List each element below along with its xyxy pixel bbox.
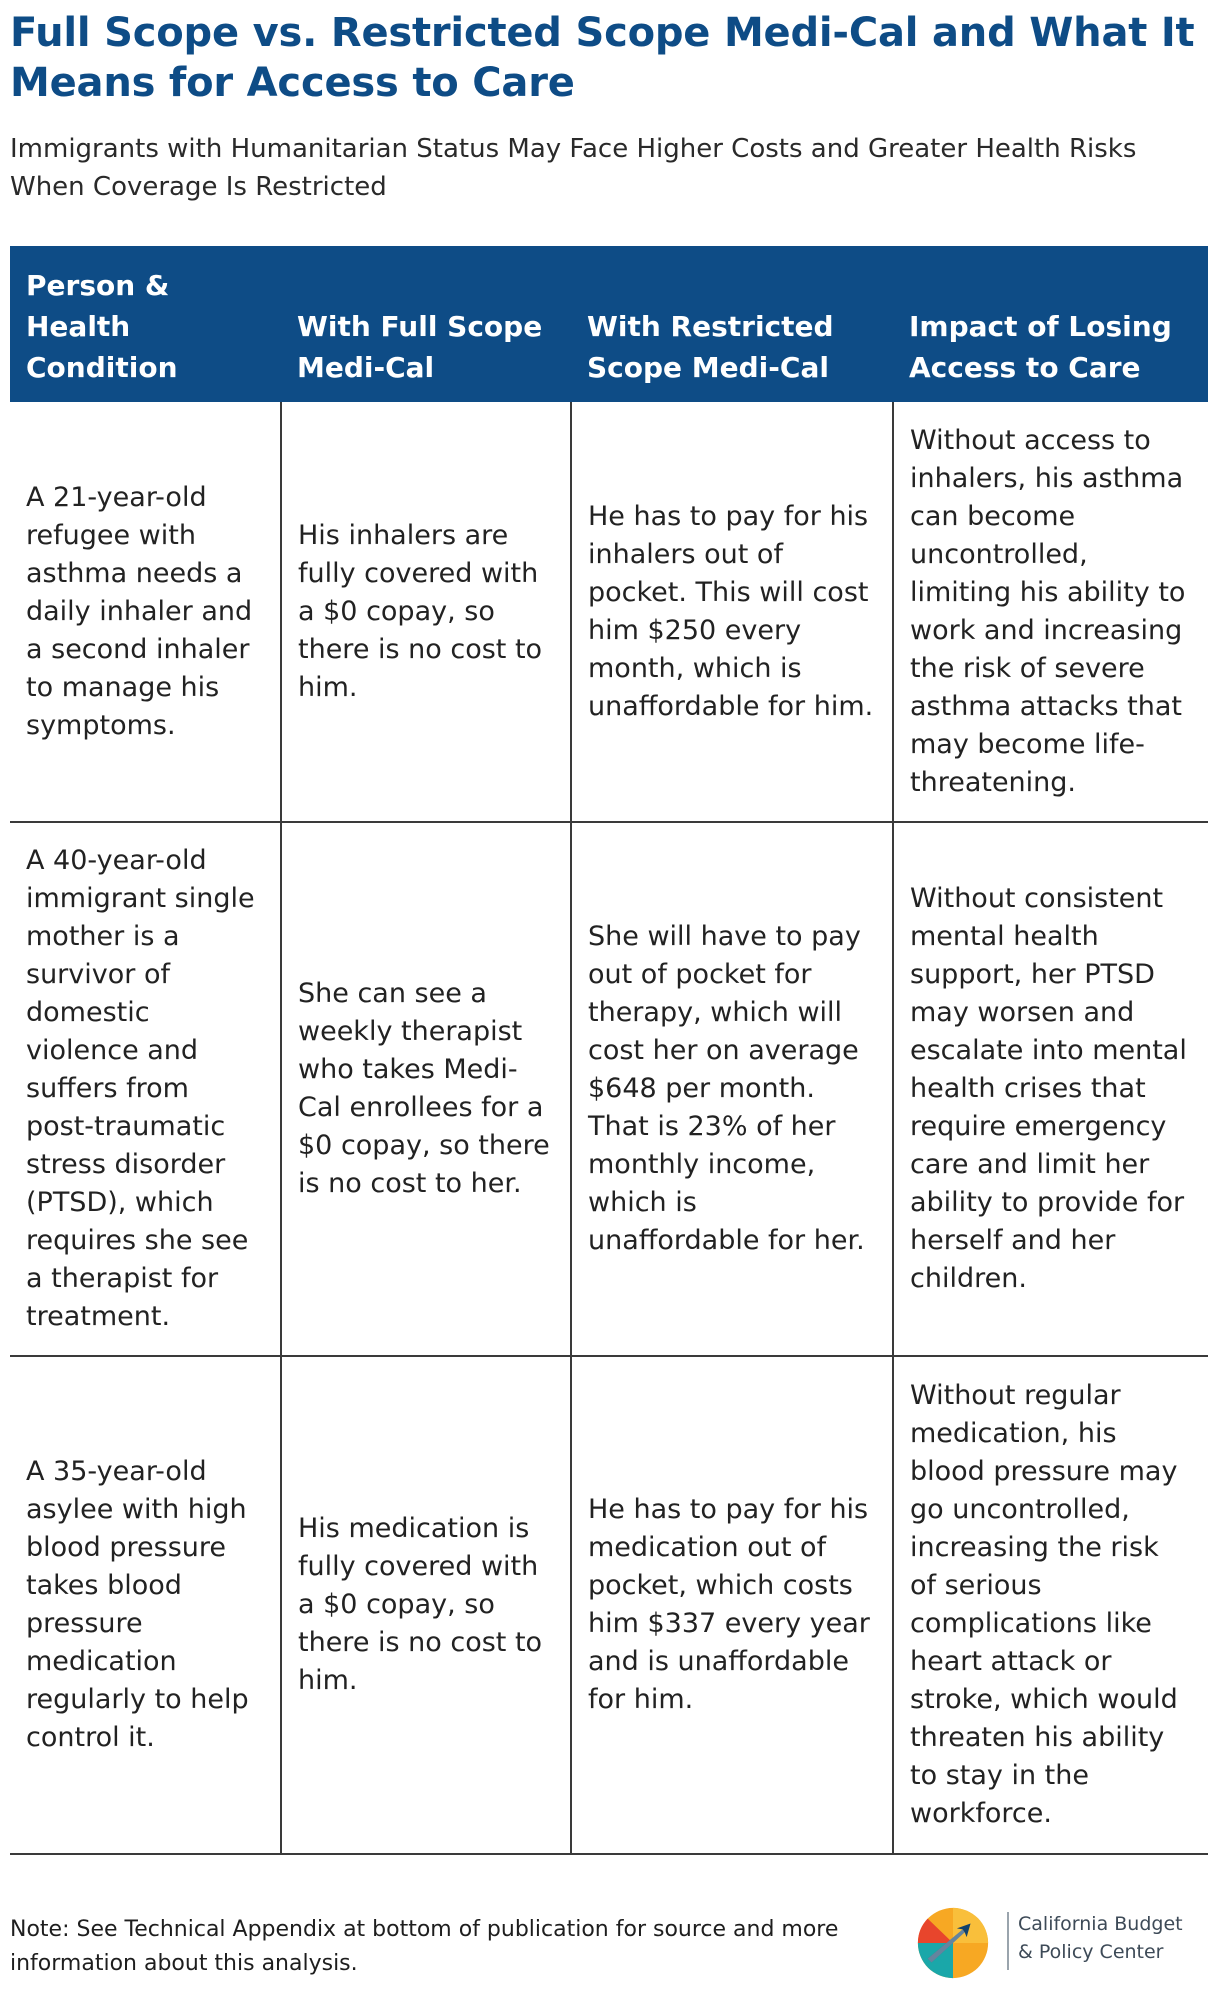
table-row: [10, 1356, 1208, 1854]
footnote: Note: See Technical Appendix at bottom of publication for source and more information about this analysis.: [10, 1917, 839, 1976]
logo-line-1: California Budget: [1018, 1913, 1183, 1935]
table-row: [10, 822, 1208, 1356]
cell-person: A 21-year-old refugee with asthma needs a daily inhaler and a second inhaler to manage his symptoms.: [10, 402, 281, 822]
cell-impact: Without regular medication, his blood pressure may go uncontrolled, increasing the risk of serious complications like heart attack or stroke, which would threaten his ability to stay in the workforce.: [893, 1356, 1208, 1854]
cell-person: A 35-year-old asylee with high blood pressure takes blood pressure medication regularly to help control it.: [10, 1356, 281, 1854]
cell-restricted-scope: He has to pay for his inhalers out of pocket. This will cost him $250 every month, which is unaffordable for him.: [571, 402, 893, 822]
table-row: [10, 402, 1208, 822]
organization-logo: [914, 1900, 1210, 1980]
logo-wordmark: [1018, 1910, 1214, 1966]
table-body: [10, 402, 1208, 1854]
cell-restricted-scope: He has to pay for his medication out of pocket, which costs him $337 every year and is unaffordable for him.: [571, 1356, 893, 1854]
logo-line-2: & Policy Center: [1018, 1941, 1164, 1963]
cell-full-scope: His inhalers are fully covered with a $0 copay, so there is no cost to him.: [281, 402, 571, 822]
page-title: Full Scope vs. Restricted Scope Medi-Cal and What It Means for Access to Care: [10, 10, 1195, 106]
column-header-person: Person & Health Condition: [10, 246, 281, 402]
page-subtitle: Immigrants with Humanitarian Status May Face Higher Costs and Greater Health Risks When Coverage Is Restricted: [10, 134, 1137, 202]
coverage-comparison-table: [10, 246, 1208, 1855]
column-header-full-scope: With Full Scope Medi-Cal: [281, 246, 571, 402]
cell-person: A 40-year-old immigrant single mother is a survivor of domestic violence and suffers from post-traumatic stress disorder (PTSD), which requires she see a therapist for treatment.: [10, 822, 281, 1356]
cell-impact: Without consistent mental health support, her PTSD may worsen and escalate into mental health crises that require emergency care and limit her ability to provide for herself and her children.: [893, 822, 1208, 1356]
column-header-restricted-scope: With Restricted Scope Medi-Cal: [571, 246, 893, 402]
table-header: [10, 246, 1208, 402]
cell-full-scope: She can see a weekly therapist who takes Medi-Cal enrollees for a $0 copay, so there is no cost to her.: [281, 822, 571, 1356]
column-header-impact: Impact of Losing Access to Care: [893, 246, 1208, 402]
cell-full-scope: His medication is fully covered with a $0 copay, so there is no cost to him.: [281, 1356, 571, 1854]
header-row: [10, 246, 1208, 402]
cell-impact: Without access to inhalers, his asthma can become uncontrolled, limiting his ability to work and increasing the risk of severe asthma attacks that may become life-threatening.: [893, 402, 1208, 822]
logo-divider: [1007, 1912, 1009, 1970]
california-budget-logo-icon: [914, 1904, 992, 1982]
cell-restricted-scope: She will have to pay out of pocket for therapy, which will cost her on average $648 per month. That is 23% of her monthly income, which is unaffordable for her.: [571, 822, 893, 1356]
